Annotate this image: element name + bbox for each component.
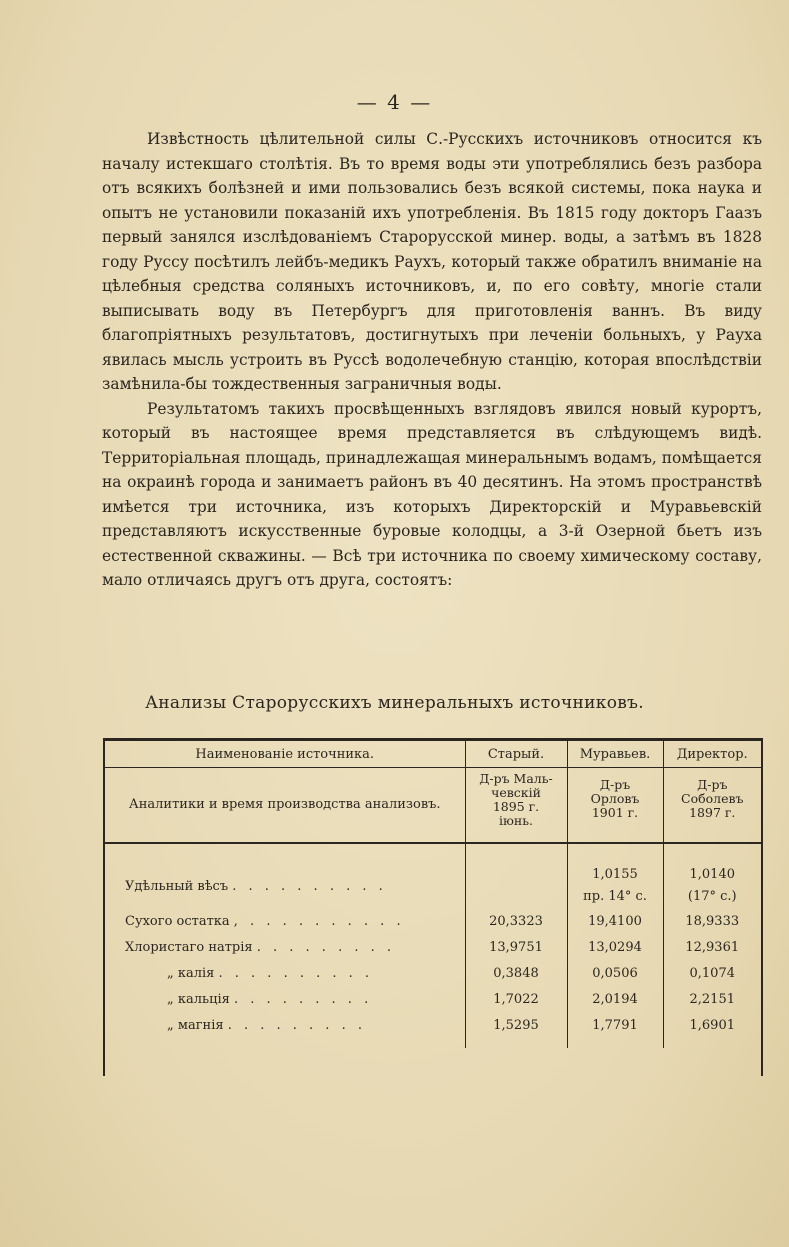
row-value-muravyev: 1,7791 bbox=[567, 1012, 663, 1038]
analyst-muravyev bbox=[567, 768, 663, 844]
analyst-line: Д-ръ bbox=[697, 777, 728, 792]
table-row bbox=[105, 960, 761, 986]
table-fill bbox=[105, 1038, 761, 1048]
table-spacer bbox=[105, 843, 761, 864]
row-value-direktor: 0,1074 bbox=[689, 965, 735, 981]
row-value-muravyev: 2,0194 bbox=[567, 986, 663, 1012]
table-row bbox=[105, 934, 761, 960]
row-value-stary: 1,5295 bbox=[465, 1012, 567, 1038]
row-value-stary: 0,3848 bbox=[465, 960, 567, 986]
analysis-table-frame bbox=[103, 738, 763, 1076]
analyst-line: Соболевъ bbox=[681, 791, 744, 806]
row-value-direktor: 1,6901 bbox=[689, 1017, 735, 1033]
row-name: „ калія . . . . . . . . . . bbox=[105, 960, 465, 986]
header-col-direktor: Директор. bbox=[663, 741, 761, 768]
analyst-line: Д-ръ Маль- bbox=[479, 771, 553, 786]
row-value-stary: 1,7022 bbox=[465, 986, 567, 1012]
row-value-direktor: 18,9333 bbox=[685, 913, 740, 929]
header-col-muravyev: Муравьев. bbox=[567, 741, 663, 768]
table-header-row bbox=[105, 741, 761, 768]
table-row bbox=[105, 1012, 761, 1038]
analyst-line: 1901 г. bbox=[591, 805, 639, 820]
analyst-line: чевскій bbox=[491, 785, 541, 800]
analysts-row bbox=[105, 768, 761, 844]
row-name: Хлористаго натрія . . . . . . . . . bbox=[105, 934, 465, 960]
row-value-muravyev: 0,0506 bbox=[567, 960, 663, 986]
row-name: Удѣльный вѣсъ . . . . . . . . . . bbox=[105, 864, 465, 908]
paragraph-2: Результатомъ такихъ просвѣщенныхъ взглядовъ явился новый курортъ, который въ настоящее время представляется въ слѣдующемъ видѣ. Территоріальная площадь, принадлежащая минеральнымъ водамъ, помѣщается на окраинѣ города и занимаетъ районъ въ 40 десятинъ. На этомъ пространствѣ имѣется три источника, изъ которыхъ Директорскій и Муравьевскій представляютъ искусственные буровые колодцы, а 3-й Озерной бьетъ изъ естественной скважины. — Всѣ три источника по своему химическому составу, мало отличаясь другъ отъ друга, состоятъ: bbox=[102, 399, 762, 589]
analyst-line: 1895 г. bbox=[492, 799, 540, 814]
row-name: „ кальція . . . . . . . . . bbox=[105, 986, 465, 1012]
analyst-line: 1897 г. bbox=[689, 805, 736, 820]
analysts-label: Аналитики и время производства анализовъ. bbox=[105, 768, 465, 844]
row-value-stary: 13,9751 bbox=[465, 934, 567, 960]
analyst-line: іюнь. bbox=[499, 813, 533, 828]
analysis-table bbox=[105, 741, 761, 1048]
row-value-muravyev: 13,0294 bbox=[567, 934, 663, 960]
analyst-stary bbox=[465, 768, 567, 844]
analyst-line: Д-ръ bbox=[599, 777, 631, 792]
table-row bbox=[105, 986, 761, 1012]
row-name: Сухого остатка , . . . . . . . . . . bbox=[105, 908, 465, 934]
analyst-line: Орловъ bbox=[590, 791, 640, 806]
header-col-stary: Старый. bbox=[465, 741, 567, 768]
header-source-name: Наименованіе источника. bbox=[105, 741, 465, 768]
body-text bbox=[102, 127, 762, 593]
row-value-direktor: 2,2151 bbox=[689, 991, 735, 1007]
paragraph-1: Извѣстность цѣлительной силы С.-Русскихъ источниковъ относится къ началу истекшаго столѣтія. Въ то время воды эти употреблялись безъ разбора отъ всякихъ болѣзней и ими пользовались безъ всякой системы, пока наука и опытъ не установили показаній ихъ употребленія. Въ 1815 году докторъ Гаазъ первый занялся изслѣдованіемъ Старорусской минер. воды, а затѣмъ въ 1828 году Руссу посѣтилъ лейбъ-медикъ Раухъ, который также обратилъ вниманіе на цѣлебныя средства соляныхъ источниковъ, и, по его совѣту, многіе стали выписывать воду въ Петербургъ для приготовленія ваннъ. Въ виду благопріятныхъ результатовъ, достигнутыхъ при леченіи больныхъ, у Рауха явилась мысль устроить въ Руссѣ водолечебную станцію, которая впослѣдствіи замѣнила-бы тождественныя заграничныя воды. bbox=[102, 130, 762, 393]
analyst-direktor bbox=[663, 768, 761, 844]
table-title: Анализы Старорусскихъ минеральныхъ источниковъ. bbox=[145, 693, 644, 713]
row-value-muravyev: 1,0155 пр. 14° с. bbox=[567, 864, 663, 908]
row-value-muravyev: 19,4100 bbox=[567, 908, 663, 934]
table-row bbox=[105, 864, 761, 908]
row-value-stary bbox=[465, 864, 567, 908]
page-number: — 4 — bbox=[356, 90, 433, 114]
row-name: „ магнія . . . . . . . . . bbox=[105, 1012, 465, 1038]
row-value-stary: 20,3323 bbox=[465, 908, 567, 934]
row-value-direktor: 12,9361 bbox=[685, 939, 740, 955]
row-value-direktor: 1,0140 (17° с.) bbox=[687, 867, 737, 904]
table-row bbox=[105, 908, 761, 934]
